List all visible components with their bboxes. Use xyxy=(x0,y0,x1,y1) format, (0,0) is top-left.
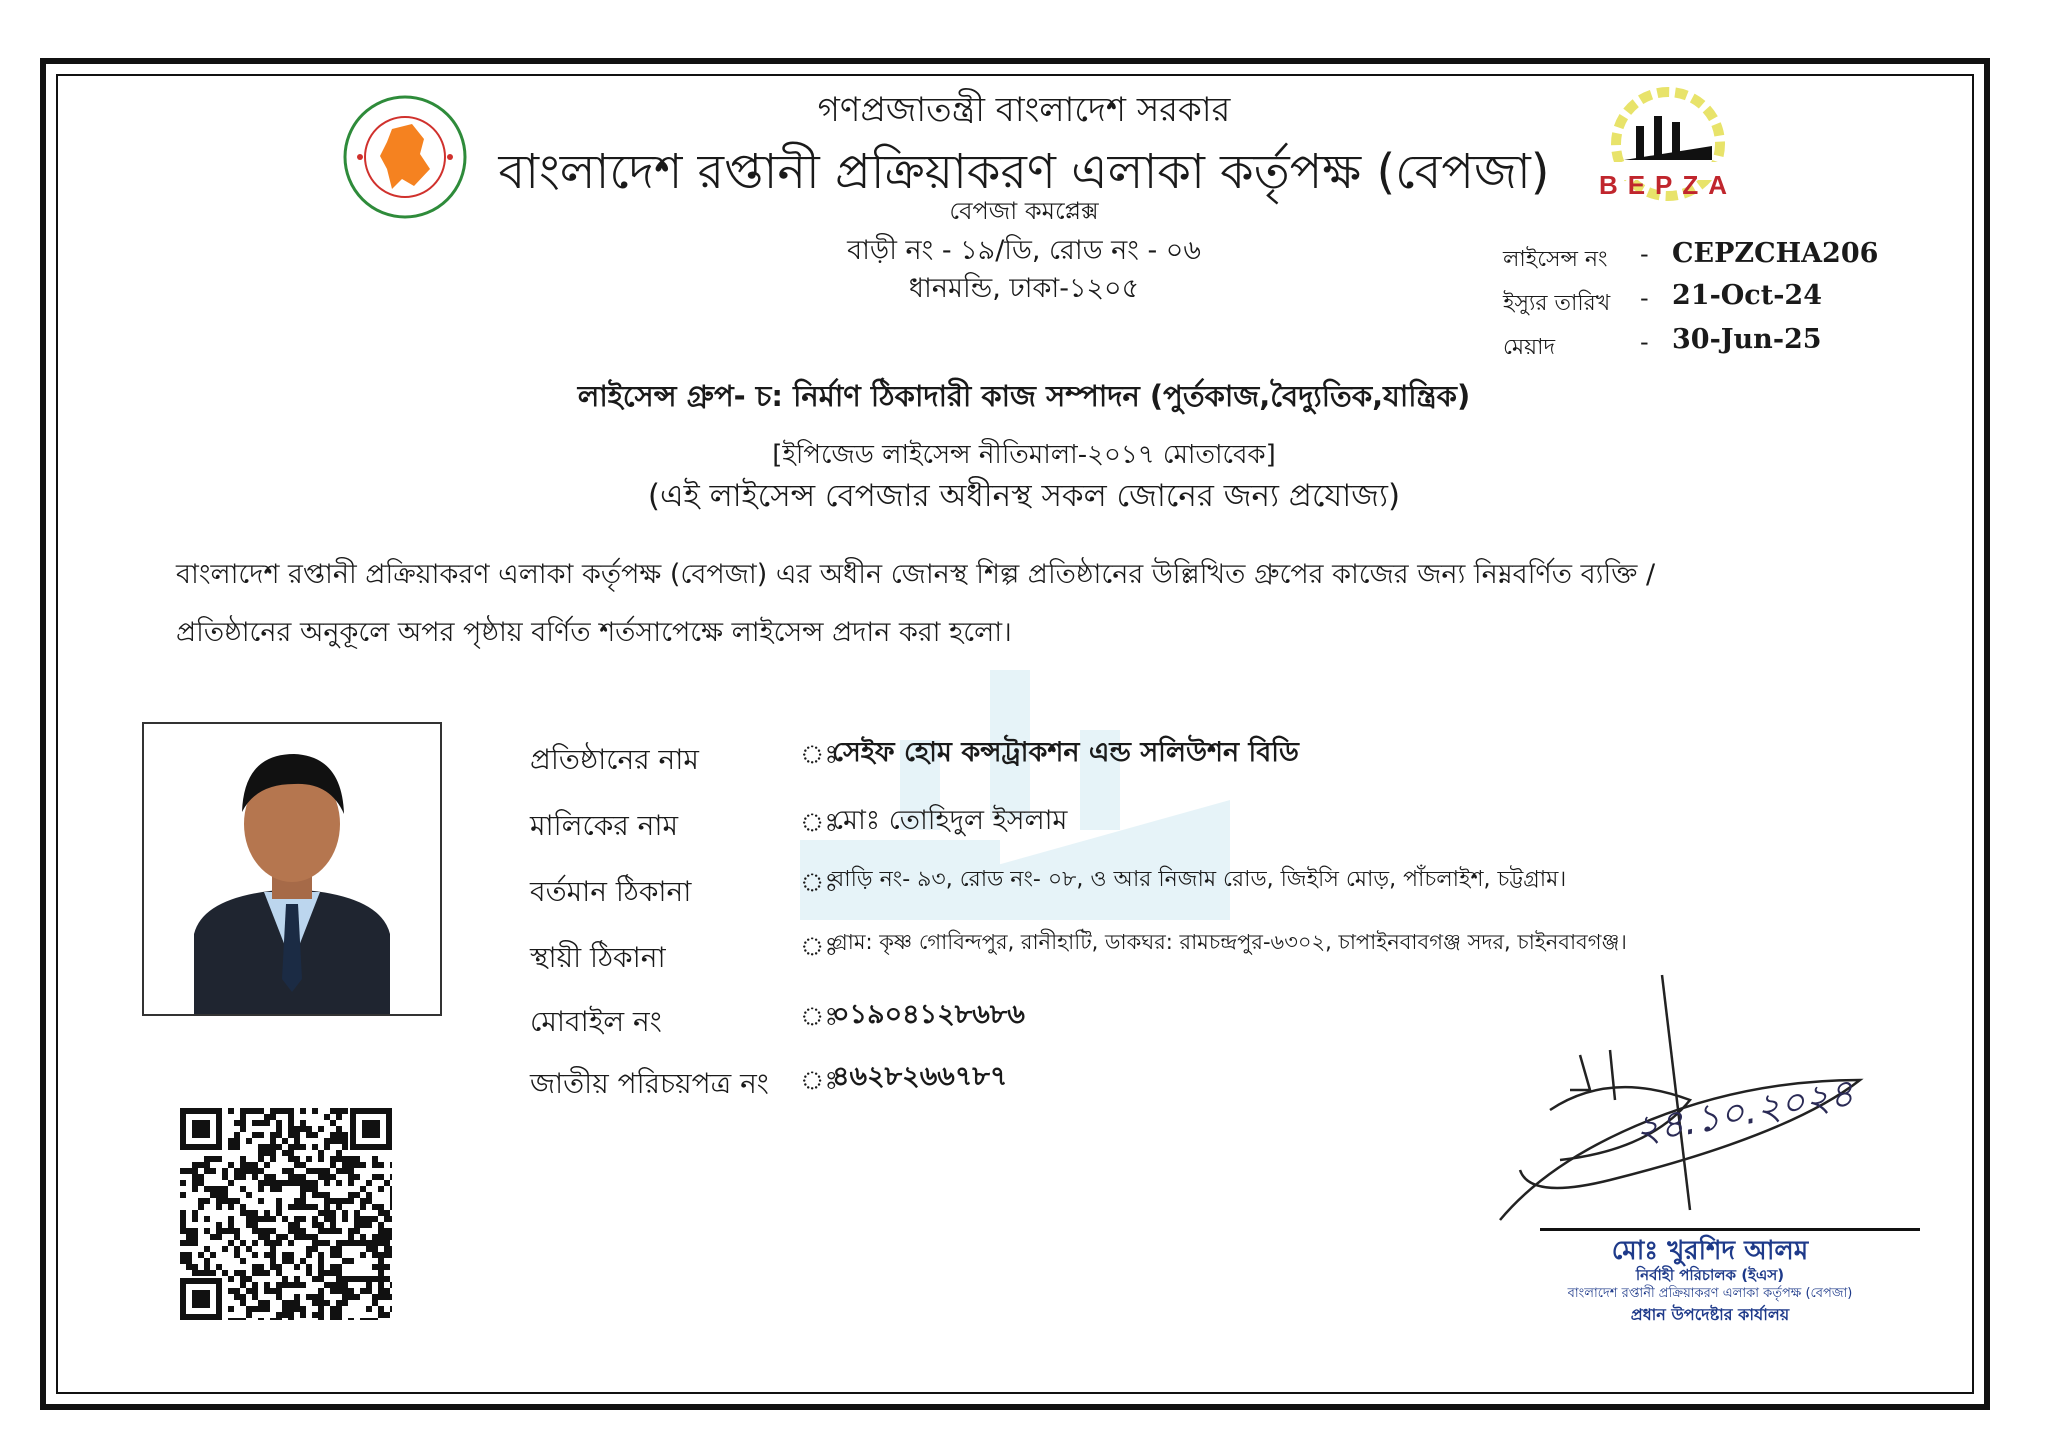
mobile-colon: ঃ xyxy=(800,1002,839,1032)
validity-value: 30-Jun-25 xyxy=(1672,324,1822,355)
mobile-value: ০১৯০৪১২৮৬৮৬ xyxy=(832,999,1025,1030)
applicability-note: (এই লাইসেন্স বেপজার অধীনস্থ সকল জোনের জন্য প্রযোজ্য) xyxy=(647,478,1401,514)
owner-name-colon: ঃ xyxy=(800,808,839,838)
signatory-name: মোঃ খুরশিদ আলম xyxy=(1611,1236,1809,1266)
issue-date-value: 21-Oct-24 xyxy=(1672,280,1822,311)
complex-name: বেপজা কমপ্লেক্স xyxy=(949,197,1099,225)
body-paragraph-line-2: প্রতিষ্ঠানের অনুকূলে অপর পৃষ্ঠায় বর্ণিত শর্তসাপেক্ষে লাইসেন্স প্রদান করা হলো। xyxy=(176,617,1012,648)
license-no-value: CEPZCHA206 xyxy=(1672,238,1879,269)
nid-value: ৪৬২৮২৬৬৭৮৭ xyxy=(832,1061,1008,1092)
government-line: গণপ্রজাতন্ত্রী বাংলাদেশ সরকার xyxy=(817,90,1231,130)
address-line-1: বাড়ী নং - ১৯/ডি, রোড নং - ০৬ xyxy=(847,235,1201,266)
person-photo-icon xyxy=(144,724,440,1014)
qr-code-icon xyxy=(180,1108,392,1320)
validity-label: মেয়াদ xyxy=(1503,335,1556,360)
license-no-sep: - xyxy=(1640,240,1649,268)
signature-date: ২৪.১০.২০২৪ xyxy=(1631,1070,1858,1153)
authority-title: বাংলাদেশ রপ্তানী প্রক্রিয়াকরণ এলাকা কর্তৃপক্ষ (বেপজা) xyxy=(498,144,1550,200)
permanent-address-label: স্থায়ী ঠিকানা xyxy=(530,941,666,974)
company-name-colon: ঃ xyxy=(800,740,839,770)
owner-name-label: মালিকের নাম xyxy=(530,809,679,842)
issue-date-sep: - xyxy=(1640,284,1649,312)
permanent-address-colon: ঃ xyxy=(800,932,839,962)
present-address-label: বর্তমান ঠিকানা xyxy=(530,875,692,908)
present-address-value: বাড়ি নং- ৯৩, রোড নং- ০৮, ও আর নিজাম রোড, জিইসি মোড়, পাঁচলাইশ, চট্টগ্রাম। xyxy=(832,867,1567,892)
nid-label: জাতীয় পরিচয়পত্র নং xyxy=(530,1067,769,1100)
company-name-value: সেইফ হোম কন্সট্রাকশন এন্ড সলিউশন বিডি xyxy=(832,737,1299,768)
owner-photo xyxy=(142,722,442,1016)
policy-reference: [ইপিজেড লাইসেন্স নীতিমালা-২০১৭ মোতাবেক] xyxy=(772,440,1276,470)
nid-colon: ঃ xyxy=(800,1066,839,1096)
present-address-colon: ঃ xyxy=(800,868,839,898)
validity-sep: - xyxy=(1640,328,1649,356)
address-line-2: ধানমন্ডি, ঢাকা-১২০৫ xyxy=(908,273,1140,304)
owner-name-value: মোঃ তোহিদুল ইসলাম xyxy=(832,805,1068,836)
bepza-logo-text: BEPZA xyxy=(1598,170,1738,200)
issue-date-label: ইস্যুর তারিখ xyxy=(1503,291,1611,316)
mobile-label: মোবাইল নং xyxy=(530,1005,662,1038)
signatory-office: প্রধান উপদেষ্টার কার্যালয় xyxy=(1630,1305,1790,1324)
license-no-label: লাইসেন্স নং xyxy=(1503,247,1608,272)
company-name-label: প্রতিষ্ঠানের নাম xyxy=(530,743,699,776)
body-paragraph-line-1: বাংলাদেশ রপ্তানী প্রক্রিয়াকরণ এলাকা কর্তৃপক্ষ (বেপজা) এর অধীন জোনস্থ শিল্প প্রতিষ্ঠানের উল্লিখিত গ্রুপের কাজের জন্য নিম্নবর্ণিত ব্যক্তি / xyxy=(176,559,1656,590)
license-group: লাইসেন্স গ্রুপ- চ: নির্মাণ ঠিকাদারী কাজ সম্পাদন (পুর্তকাজ,বৈদ্যুতিক,যান্ত্রিক) xyxy=(577,379,1471,413)
permanent-address-value: গ্রাম: কৃষ্ণ গোবিন্দপুর, রানীহাটি, ডাকঘর: রামচন্দ্রপুর-৬৩০২, চাপাইনবাবগঞ্জ সদর, চাইনবাবগঞ্জ। xyxy=(832,930,1627,954)
signatory-organization: বাংলাদেশ রপ্তানী প্রক্রিয়াকরণ এলাকা কর্তৃপক্ষ (বেপজা) xyxy=(1567,1286,1853,1301)
signatory-designation: নির্বাহী পরিচালক (ইএস) xyxy=(1635,1266,1785,1284)
